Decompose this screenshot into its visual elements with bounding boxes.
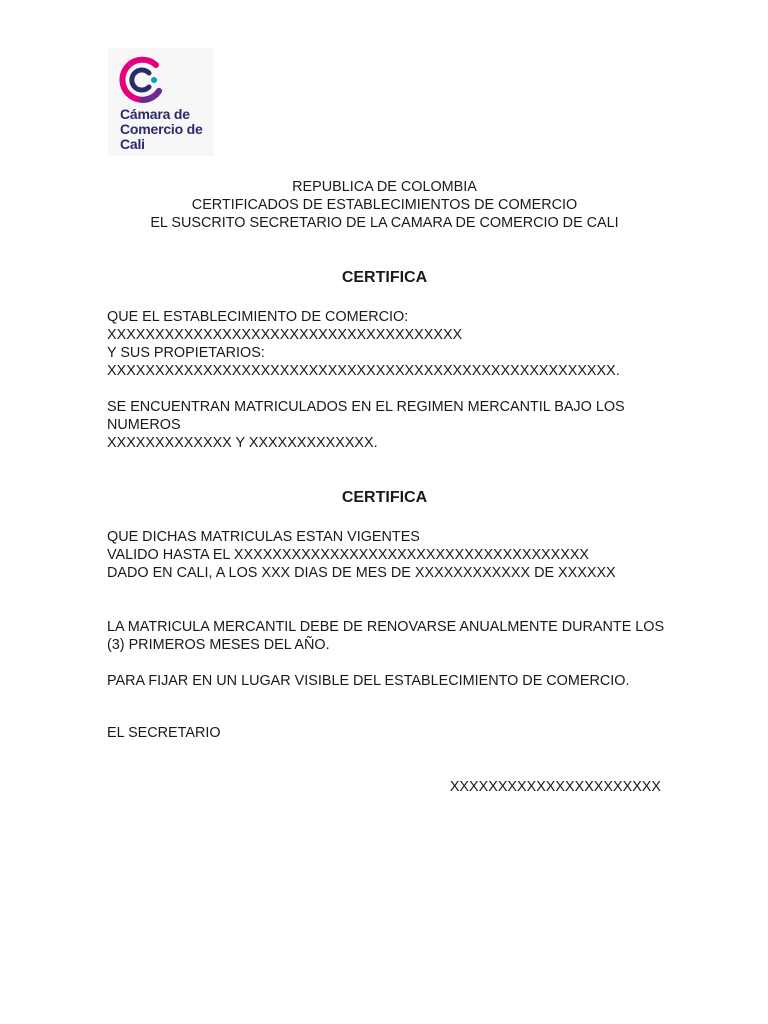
owners-label: Y SUS PROPIETARIOS: [107,345,265,361]
header-country: REPUBLICA DE COLOMBIA [292,179,477,195]
owners-names: XXXXXXXXXXXXXXXXXXXXXXXXXXXXXXXXXXXXXXXXXXXXXXXXXXXXX. [107,363,620,379]
issue-date: DADO EN CALI, A LOS XXX DIAS DE MES DE XXXXXXXXXXXX DE XXXXXX [107,565,616,581]
registration-numbers: XXXXXXXXXXXXX Y XXXXXXXXXXXXX. [107,435,378,451]
establishment-paragraph [107,308,667,380]
chamber-logo-icon [118,56,166,104]
chamber-logo [108,48,214,156]
validity-statement: QUE DICHAS MATRICULAS ESTAN VIGENTES [107,529,420,545]
renewal-notice: LA MATRICULA MERCANTIL DEBE DE RENOVARSE ANUALMENTE DURANTE LOS (3) PRIMEROS MESES DEL AÑO. [107,619,665,653]
certifica-heading-1: CERTIFICA [341,269,428,286]
posting-notice: PARA FIJAR EN UN LUGAR VISIBLE DEL ESTABLECIMIENTO DE COMERCIO. [107,673,630,689]
secretary-name: XXXXXXXXXXXXXXXXXXXXXX [449,779,661,795]
chamber-logo-wordmark: Cámara de Comercio de Cali [120,106,203,152]
registration-paragraph [107,398,667,452]
registration-text: SE ENCUENTRAN MATRICULADOS EN EL REGIMEN MERCANTIL BAJO LOS NUMEROS [107,399,625,433]
document-header [107,178,662,232]
certifica-heading-2: CERTIFICA [341,489,428,506]
certificate-document [107,178,667,796]
validity-paragraph [107,528,667,582]
valid-until: VALIDO HASTA EL XXXXXXXXXXXXXXXXXXXXXXXXXXXXXXXXXXXXX [107,547,590,563]
header-issuer: EL SUSCRITO SECRETARIO DE LA CAMARA DE COMERCIO DE CALI [150,215,619,231]
establishment-label: QUE EL ESTABLECIMIENTO DE COMERCIO: [107,309,409,325]
secretary-title: EL SECRETARIO [107,725,221,741]
header-certificate-type: CERTIFICADOS DE ESTABLECIMIENTOS DE COMERCIO [191,197,578,213]
establishment-name: XXXXXXXXXXXXXXXXXXXXXXXXXXXXXXXXXXXXX [107,327,463,343]
